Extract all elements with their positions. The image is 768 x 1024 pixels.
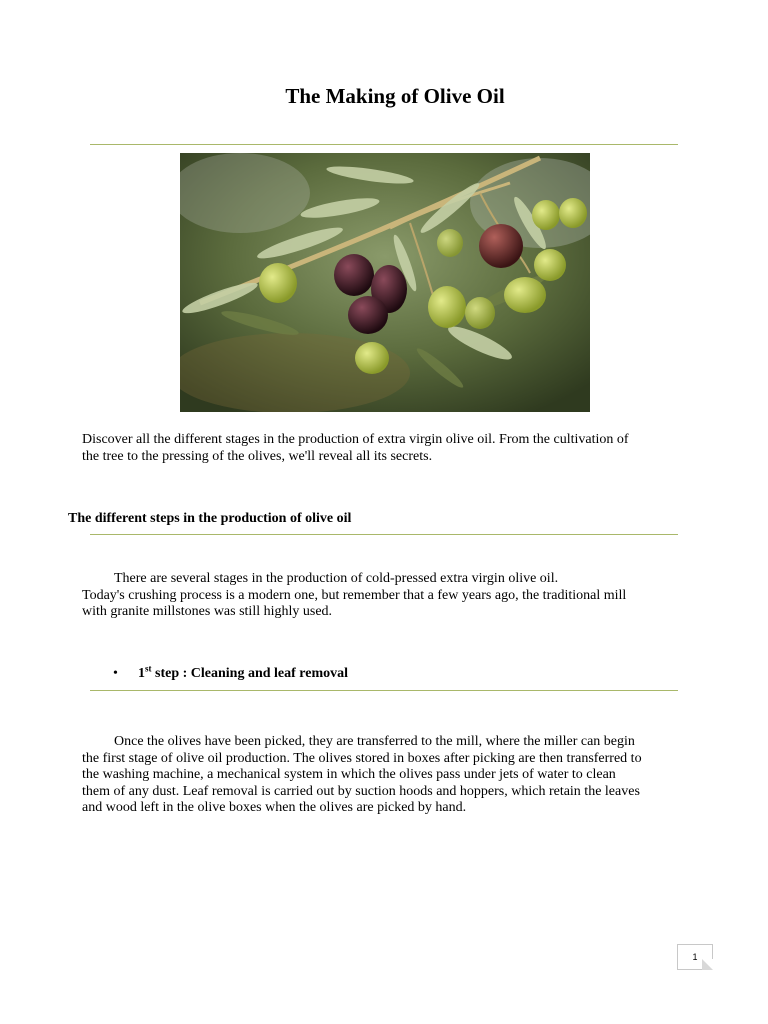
intro-line: Discover all the different stages in the production of extra virgin olive oil. From the cultivation of	[82, 432, 629, 447]
bullet-icon: •	[113, 666, 118, 681]
intro-paragraph	[82, 432, 722, 465]
intro-line: the tree to the pressing of the olives, we'll reveal all its secrets.	[82, 448, 433, 464]
step-line: the first stage of olive oil production. The olives stored in boxes after picking are then transferred to	[82, 750, 642, 766]
page-number: 1	[692, 952, 698, 962]
section-paragraph	[82, 571, 722, 621]
step-line: them of any dust. Leaf removal is carried out by suction hoods and hoppers, which retain the leaves	[82, 783, 640, 799]
section-divider	[90, 534, 678, 535]
page-curl-icon	[702, 959, 713, 970]
document-title: The Making of Olive Oil	[285, 84, 505, 108]
step-line: and wood left in the olive boxes when the olives are picked by hand.	[82, 800, 467, 815]
step-line: the washing machine, a mechanical system in which the olives pass under jets of water to clean	[82, 767, 616, 782]
page-number-box	[677, 944, 713, 970]
olive-branch-photo	[180, 153, 590, 412]
step-line: Once the olives have been picked, they are transferred to the mill, where the miller can begin	[114, 734, 635, 749]
step-number: 1	[138, 666, 145, 681]
step-heading	[138, 663, 349, 682]
step-ordinal-suffix: st	[145, 663, 152, 674]
title-divider	[90, 144, 678, 145]
step-paragraph	[82, 734, 722, 817]
step-divider	[90, 690, 678, 691]
section-line: There are several stages in the production of cold-pressed extra virgin olive oil.	[114, 571, 559, 586]
section-line: with granite millstones was still highly used.	[82, 604, 333, 619]
section-heading: The different steps in the production of olive oil	[68, 511, 352, 526]
section-line: Today's crushing process is a modern one, but remember that a few years ago, the traditional mill	[82, 587, 627, 603]
step-heading-text: step : Cleaning and leaf removal	[151, 666, 349, 681]
